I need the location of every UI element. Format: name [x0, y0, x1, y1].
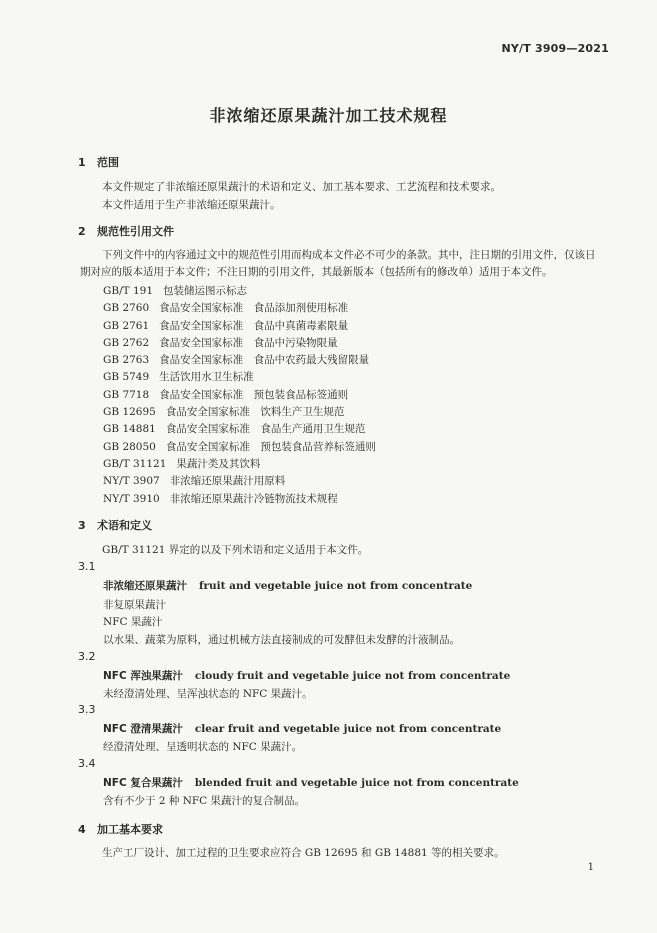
reference-code: GB 14881 [103, 423, 156, 436]
reference-code: NY/T 3910 [103, 492, 160, 505]
processing-requirements-paragraph: 生产工厂设计、加工过程的卫生要求应符合 GB 12695 和 GB 14881 等的相关要求。 [102, 847, 505, 859]
term-number: 3.3 [78, 703, 96, 716]
reference-title: 食品安全国家标准 食品生产通用卫生规范 [165, 423, 366, 436]
reference-title: 食品安全国家标准 预包装食品标签通则 [159, 388, 349, 401]
reference-code: GB 2763 [103, 354, 150, 367]
reference-code: GB 7718 [103, 388, 150, 401]
references-intro: 下列文件中的内容通过文中的规范性引用而构成本文件必不可少的条款。其中，注日期的引用文件，仅该日期对应的版本适用于本文件；不注日期的引用文件，其最新版本（包括所有的修改单）适用于本文件。 [80, 249, 596, 278]
scope-paragraph-2: 本文件适用于生产非浓缩还原果蔬汁。 [102, 199, 281, 211]
term-number: 3.2 [78, 650, 96, 663]
term-synonym: 非复原果蔬汁 [103, 599, 166, 611]
term-definition: 未经澄清处理、呈浑浊状态的 NFC 果蔬汁。 [103, 688, 313, 700]
reference-item [103, 283, 376, 300]
page-number: 1 [587, 862, 594, 873]
term-definition: 含有不少于 2 种 NFC 果蔬汁的复合制品。 [103, 795, 306, 807]
reference-item [103, 439, 376, 456]
reference-item [103, 456, 376, 473]
term-en: clear fruit and vegetable juice not from concentrate [194, 723, 502, 735]
reference-code: NY/T 3907 [103, 475, 160, 488]
reference-title: 食品安全国家标准 食品中农药最大残留限量 [159, 354, 370, 367]
term-definition: 经澄清处理、呈透明状态的 NFC 果蔬汁。 [103, 741, 303, 753]
term-number: 3.4 [78, 757, 96, 770]
term-synonym: NFC 果蔬汁 [103, 616, 163, 628]
reference-title: 食品安全国家标准 食品添加剂使用标准 [159, 302, 349, 315]
reference-title: 食品安全国家标准 食品中真菌毒素限量 [159, 319, 349, 332]
reference-item [103, 421, 376, 438]
reference-item [103, 300, 376, 317]
section-title: 加工基本要求 [97, 823, 163, 836]
term-number: 3.1 [78, 560, 96, 573]
document-title: 非浓缩还原果蔬汁加工技术规程 [209, 106, 448, 125]
reference-title: 食品安全国家标准 预包装食品营养标签通则 [165, 440, 376, 453]
reference-title: 非浓缩还原果蔬汁冷链物流技术规程 [169, 492, 338, 505]
reference-code: GB 2762 [103, 336, 150, 349]
reference-code: GB 12695 [103, 406, 156, 419]
section-4-heading [78, 821, 163, 837]
reference-code: GB/T 31121 [103, 457, 167, 470]
reference-item [103, 491, 376, 508]
reference-title: 食品安全国家标准 食品中污染物限量 [159, 336, 338, 349]
reference-item [103, 473, 376, 490]
section-title: 规范性引用文件 [97, 225, 174, 238]
term-en: fruit and vegetable juice not from concentrate [199, 580, 473, 592]
reference-code: GB 2760 [103, 302, 150, 315]
section-number: 3 [78, 519, 86, 532]
section-title: 范围 [97, 156, 119, 169]
term-en: blended fruit and vegetable juice not from concentrate [194, 777, 519, 789]
reference-item [103, 369, 376, 386]
reference-title: 食品安全国家标准 饮料生产卫生规范 [165, 406, 345, 419]
term-zh: NFC 澄清果蔬汁 [103, 723, 183, 735]
reference-title: 果蔬汁类及其饮料 [176, 457, 261, 470]
term-heading [103, 578, 472, 593]
reference-title: 包装储运图示标志 [163, 285, 248, 297]
term-en: cloudy fruit and vegetable juice not from concentrate [194, 670, 511, 682]
term-zh: NFC 浑浊果蔬汁 [103, 670, 183, 682]
reference-title: 生活饮用水卫生标准 [159, 371, 254, 384]
term-heading [103, 775, 519, 790]
standard-code: NY/T 3909—2021 [501, 42, 609, 55]
terms-intro: GB/T 31121 界定的以及下列术语和定义适用于本文件。 [102, 544, 369, 556]
reference-item [103, 318, 376, 335]
scope-paragraph-1: 本文件规定了非浓缩还原果蔬汁的术语和定义、加工基本要求、工艺流程和技术要求。 [102, 181, 501, 193]
term-zh: 非浓缩还原果蔬汁 [103, 580, 187, 592]
reference-item [103, 352, 376, 369]
reference-list [103, 283, 376, 508]
section-number: 1 [78, 156, 86, 169]
term-heading [103, 721, 501, 736]
reference-item [103, 335, 376, 352]
reference-item [103, 404, 376, 421]
reference-code: GB/T 191 [103, 285, 154, 297]
reference-title: 非浓缩还原果蔬汁用原料 [169, 475, 286, 488]
section-2-heading [78, 223, 174, 239]
term-zh: NFC 复合果蔬汁 [103, 777, 183, 789]
section-number: 2 [78, 225, 86, 238]
section-3-heading [78, 517, 152, 533]
term-definition: 以水果、蔬菜为原料，通过机械方法直接制成的可发酵但未发酵的汁液制品。 [103, 634, 460, 646]
reference-code: GB 2761 [103, 319, 150, 332]
section-title: 术语和定义 [97, 519, 152, 532]
section-number: 4 [78, 823, 86, 836]
term-heading [103, 668, 510, 683]
reference-code: GB 5749 [103, 371, 150, 384]
reference-code: GB 28050 [103, 440, 156, 453]
reference-item [103, 387, 376, 404]
section-1-heading [78, 154, 119, 170]
